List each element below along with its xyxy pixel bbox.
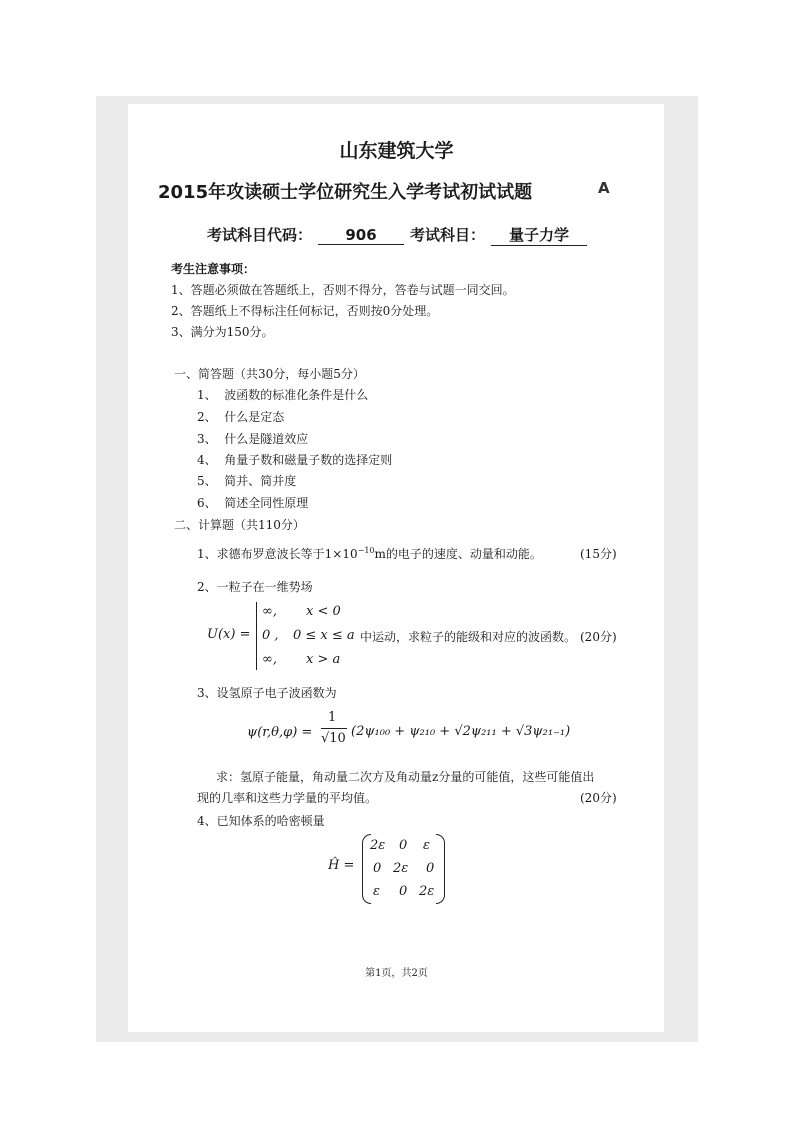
q3-lhs: ψ(r,θ,φ) = <box>247 725 313 740</box>
subject-name: 量子力学 <box>491 224 587 246</box>
matrix-cell-1-3: ε <box>423 838 430 853</box>
q2-case-1-cond: x < 0 <box>306 604 341 619</box>
q3-text: 3、设氢原子电子波函数为 <box>197 686 337 700</box>
item-text: 简并、简并度 <box>224 474 297 488</box>
matrix-cell-3-2: 0 <box>399 884 408 899</box>
paper-mark: A <box>598 179 610 197</box>
exam-title-text: 2015年攻读硕士学位研究生入学考试初试试题 <box>158 182 533 203</box>
section2-heading: 二、计算题（共110分） <box>174 518 305 532</box>
page-footer: 第1页，共2页 <box>365 968 428 979</box>
matrix-cell-2-1: 0 <box>373 861 382 876</box>
q2-brace <box>256 602 257 670</box>
notice-item-2: 2、答题纸上不得标注任何标记，否则按0分处理。 <box>171 304 439 318</box>
matrix-cell-1-1: 2ε <box>370 838 386 853</box>
subject-code: 906 <box>318 226 404 245</box>
section1-item-2 <box>197 408 284 425</box>
university-title: 山东建筑大学 <box>339 140 454 162</box>
matrix-cell-2-2: 2ε <box>393 861 409 876</box>
matrix-right-bracket <box>436 834 445 904</box>
item-text: 什么是隧道效应 <box>224 432 309 446</box>
notice-item-3: 3、满分为150分。 <box>171 325 274 339</box>
q2-case-2-cond: 0 ≤ x ≤ a <box>293 628 355 643</box>
q1-text-a: 1、求德布罗意波长等于 <box>197 547 325 561</box>
item-number: 3、 <box>197 432 217 446</box>
q4-text: 4、已知体系的哈密顿量 <box>197 814 325 828</box>
q2-case-1-value: ∞, <box>262 604 277 619</box>
q3-score: (20分) <box>580 791 617 805</box>
item-number: 1、 <box>197 388 217 402</box>
matrix-cell-3-3: 2ε <box>419 884 435 899</box>
q1-unit: m <box>374 547 386 561</box>
item-text: 角量子数和磁量子数的选择定则 <box>224 453 393 467</box>
q3-frac-den: √10 <box>321 731 346 746</box>
item-text: 简述全同性原理 <box>224 496 309 510</box>
item-number: 6、 <box>197 496 217 510</box>
q2-case-3-cond: x > a <box>306 652 341 667</box>
q2-tail: 中运动，求粒子的能级和对应的波函数。 <box>360 630 577 644</box>
q3-ask-line-2: 现的几率和这些力学量的平均值。 <box>197 791 378 805</box>
q2-lhs: U(x) = <box>207 627 251 642</box>
q2-case-3-value: ∞, <box>262 652 277 667</box>
q1-score: (15分) <box>580 547 617 561</box>
item-text: 波函数的标准化条件是什么 <box>224 388 369 402</box>
q3-frac-num: 1 <box>328 710 337 725</box>
q3-rhs: (2ψ₁₀₀ + ψ₂₁₀ + √2ψ₂₁₁ + √3ψ₂₁₋₁) <box>351 724 571 739</box>
section1-item-1 <box>197 386 368 403</box>
item-number: 5、 <box>197 474 217 488</box>
q3-fraction-bar <box>321 728 347 729</box>
q1-formula: 1×10 <box>324 547 358 561</box>
question-1 <box>197 545 542 562</box>
q2-case-2-value: 0 , <box>262 628 279 643</box>
section1-item-5 <box>197 472 296 489</box>
subject-code-label: 考试科目代码： <box>207 226 313 244</box>
notice-item-1: 1、答题必须做在答题纸上，否则不得分，答卷与试题一同交回。 <box>171 283 515 297</box>
item-text: 什么是定态 <box>224 410 285 424</box>
q1-exponent: −10 <box>357 546 375 555</box>
section1-item-3 <box>197 430 308 447</box>
q3-ask-line-1: 求：氢原子能量，角动量二次方及角动量z分量的可能值，这些可能值出 <box>216 770 595 784</box>
q1-text-b: 的电子的速度、动量和动能。 <box>385 547 542 561</box>
section1-item-4 <box>197 451 392 468</box>
item-number: 2、 <box>197 410 217 424</box>
notice-heading: 考生注意事项： <box>171 262 256 276</box>
subject-name-label: 考试科目： <box>410 226 486 244</box>
q4-lhs: Ĥ = <box>328 858 355 873</box>
subject-line <box>207 224 587 246</box>
matrix-cell-3-1: ε <box>373 884 380 899</box>
exam-title <box>158 178 610 204</box>
q2-score: (20分) <box>580 630 617 644</box>
section1-item-6 <box>197 494 308 511</box>
section1-heading: 一、简答题（共30分，每小题5分） <box>174 367 365 381</box>
item-number: 4、 <box>197 453 217 467</box>
q2-text: 2、一粒子在一维势场 <box>197 580 313 594</box>
matrix-cell-1-2: 0 <box>399 838 408 853</box>
matrix-cell-2-3: 0 <box>426 861 435 876</box>
